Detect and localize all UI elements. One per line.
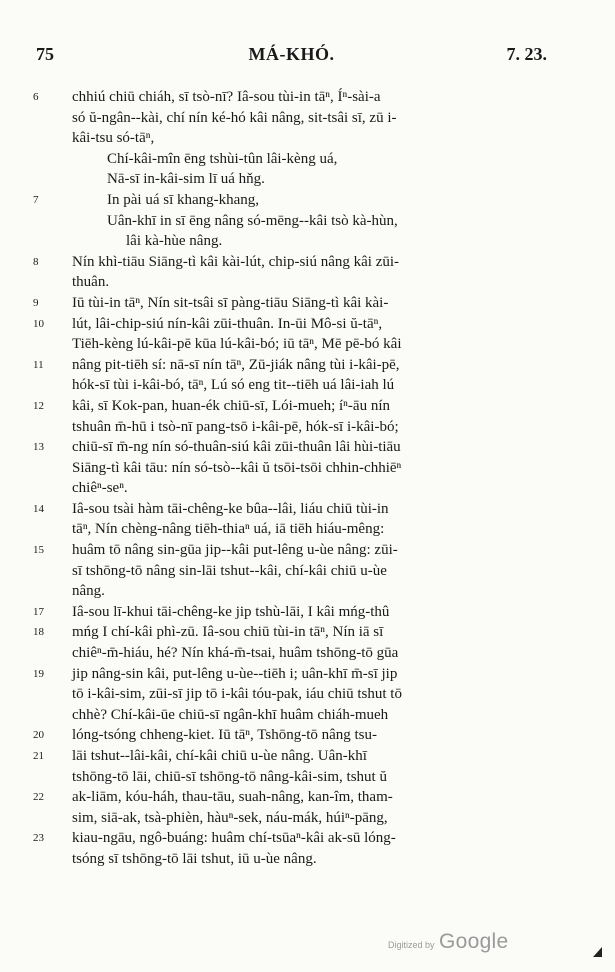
text-line [0, 849, 615, 870]
digitization-watermark [388, 930, 509, 954]
line-text: kâi-tsu só-tāⁿ, [72, 130, 155, 147]
text-line [0, 767, 615, 788]
text-line [0, 561, 615, 582]
line-text: mńg I chí-kâi phì-zū. Iâ-sou chiū tùi-in tāⁿ, Nín iā sī [72, 624, 384, 641]
line-text: chiū-sī m̄-ng nín só-thuân-siú kâi zūi-thuân lâi hùi-tiāu [72, 439, 401, 456]
line-text: Iâ-sou lī-khui tāi-chêng-ke jip tshù-lāi, I kâi mńg-thû [72, 603, 390, 620]
line-text: sī tshōng-tō nâng sin-lāi tshut--kâi, chí-kâi chiū u-ùe [72, 562, 387, 579]
line-text: kâi, sī Kok-pan, huan-ék chiū-sī, Lói-mueh; íⁿ-āu nín [72, 397, 390, 414]
text-line [0, 828, 615, 849]
verse-number: 15 [33, 544, 44, 557]
line-text: kiau-ngāu, ngô-buáng: huâm chí-tsūaⁿ-kâi ak-sū lóng- [72, 830, 396, 847]
line-text: Nā-sī in-kâi-sim lī uá hňg. [107, 171, 265, 188]
page-number: 75 [36, 44, 54, 64]
verse-number: 17 [33, 605, 44, 618]
text-line [0, 478, 615, 499]
text-line [0, 437, 615, 458]
line-text: hók-sī tùi i-kâi-bó, tāⁿ, Lú só eng tit--tiēh uá lâi-iah lú [72, 377, 395, 394]
text-line [0, 190, 615, 211]
text-line [0, 252, 615, 273]
line-text: tshuân m̄-hū i tsò-nī pang-tsō i-kâi-pē, hók-sī i-kâi-bó; [72, 418, 399, 435]
verse-number: 7 [33, 193, 39, 206]
line-text: tsóng sī tshōng-tō lāi tshut, iū u-ùe nâng. [72, 850, 317, 867]
verse-number: 21 [33, 750, 44, 762]
text-line [0, 334, 615, 355]
text-line [0, 540, 615, 561]
text-line [0, 375, 615, 396]
text-line [0, 519, 615, 540]
google-logo-text: Google [438, 930, 509, 953]
line-text: chiêⁿ-m̄-hiáu, hé? Nín khá-m̄-tsai, huâm tshōng-tō gūa [72, 645, 399, 662]
line-text: tāⁿ, Nín chèng-nâng tiēh-thiaⁿ uá, iā tiēh hiáu-mêng: [72, 521, 385, 538]
text-line [0, 643, 615, 664]
text-line [0, 684, 615, 705]
verse-number: 9 [33, 296, 39, 309]
text-line [0, 211, 615, 232]
line-text: chhè? Chí-kâi-ūe chiū-sī ngân-khī huâm chiáh-mueh [72, 706, 389, 723]
verse-number: 20 [33, 729, 44, 742]
text-line [0, 808, 615, 829]
text-line [0, 169, 615, 190]
scripture-text-body [0, 87, 615, 870]
line-text: Nín khì-tiāu Siāng-tì kâi kài-lút, chip-siú nâng kâi zūi- [72, 253, 400, 270]
verse-number: 6 [33, 91, 39, 103]
line-text: Tiēh-kèng lú-kâi-pē kūa lú-kâi-bó; iū tāⁿ, Mē pē-bó kâi [72, 336, 402, 353]
line-text: nâng pit-tiēh sí: nā-sī nín tāⁿ, Zū-jiák nâng tùi i-kâi-pē, [72, 356, 400, 373]
text-line [0, 787, 615, 808]
chapter-verse-reference: 7. 23. [506, 44, 547, 64]
text-line [0, 396, 615, 417]
text-line [0, 293, 615, 314]
line-text: Iū tùi-in tāⁿ, Nín sit-tsâi sī pàng-tiāu Siāng-tì kâi kài- [72, 294, 389, 311]
running-header [36, 44, 547, 68]
line-text: chiêⁿ-seⁿ. [72, 480, 128, 497]
line-text: thuân. [72, 274, 110, 291]
line-text: Siāng-tì kâi tāu: nín só-tsò--kâi ŭ tsōi-tsōi chhin-chhiēⁿ [72, 459, 402, 476]
text-line [0, 664, 615, 685]
digitized-by-label: Digitized by [388, 940, 435, 950]
verse-number: 11 [33, 358, 44, 371]
line-text: sim, siā-ak, tsà-phièn, hàuⁿ-sek, náu-mák, húiⁿ-pāng, [72, 809, 388, 826]
text-line [0, 231, 615, 252]
text-line [0, 602, 615, 623]
line-text: só ŭ-ngân--kài, chí nín ké-hó kâi nâng, sit-tsâi sī, zū i- [72, 109, 397, 126]
line-text: lóng-tsóng chheng-kiet. Iū tāⁿ, Tshōng-tō nâng tsu- [72, 727, 378, 744]
line-text: jip nâng-sin kâi, put-lêng u-ùe--tiēh i; uân-khī m̄-sī jip [72, 665, 398, 682]
line-text: tō i-kâi-sim, zūi-sī jip tō i-kâi tóu-pak, iáu chiū tshut tō [72, 686, 402, 703]
verse-number: 14 [33, 502, 44, 515]
text-line [0, 314, 615, 335]
verse-number: 8 [33, 255, 39, 268]
text-line [0, 458, 615, 479]
text-line [0, 128, 615, 149]
line-text: tshōng-tō lāi, chiū-sī tshōng-tō nâng-kâi-sim, tshut ŭ [72, 768, 387, 785]
verse-number: 18 [33, 626, 44, 639]
line-text: ak-liām, kóu-háh, thau-tāu, suah-nâng, kan-îm, tham- [72, 789, 393, 806]
text-line [0, 581, 615, 602]
line-text: In pài uá sī khang-khang, [107, 191, 260, 208]
verse-number: 13 [33, 441, 44, 454]
text-line [0, 87, 615, 108]
line-text: lāi tshut--lâi-kâi, chí-kâi chiū u-ùe nâng. Uân-khī [72, 748, 367, 764]
line-text: lâi kà-hùe nâng. [126, 233, 223, 250]
verse-number: 12 [33, 399, 44, 412]
line-text: Chí-kâi-mîn ēng tshùi-tûn lâi-kèng uá, [107, 150, 338, 167]
line-text: Uân-khī in sī ēng nâng só-mēng--kâi tsò kà-hùn, [107, 212, 398, 229]
text-line [0, 355, 615, 376]
text-line [0, 149, 615, 170]
line-text: Iâ-sou tsài hàm tāi-chêng-ke bûa--lâi, liáu chiū tùi-in [72, 500, 389, 517]
verse-number: 10 [33, 317, 44, 330]
text-line [0, 622, 615, 643]
verse-number: 23 [33, 832, 44, 845]
text-line [0, 417, 615, 438]
text-line [0, 746, 615, 767]
line-text: huâm tō nâng sin-gūa jip--kâi put-lêng u-ùe nâng: zūi- [72, 542, 398, 559]
line-text: chhiú chiū chiáh, sī tsò-nī? Iâ-sou tùi-in tāⁿ, Íⁿ-sài-a [72, 89, 381, 105]
verse-number: 19 [33, 667, 44, 680]
line-text: lút, lâi-chip-siú nín-kâi zūi-thuân. In-ūi Mô-si ŭ-tāⁿ, [72, 315, 383, 332]
text-line [0, 108, 615, 129]
verse-number: 22 [33, 791, 44, 804]
book-title: MÁ-KHÓ. [248, 44, 335, 64]
text-line [0, 705, 615, 726]
text-line [0, 272, 615, 293]
text-line [0, 499, 615, 520]
page-corner-mark [593, 947, 602, 957]
line-text: nâng. [72, 583, 105, 600]
text-line [0, 725, 615, 746]
